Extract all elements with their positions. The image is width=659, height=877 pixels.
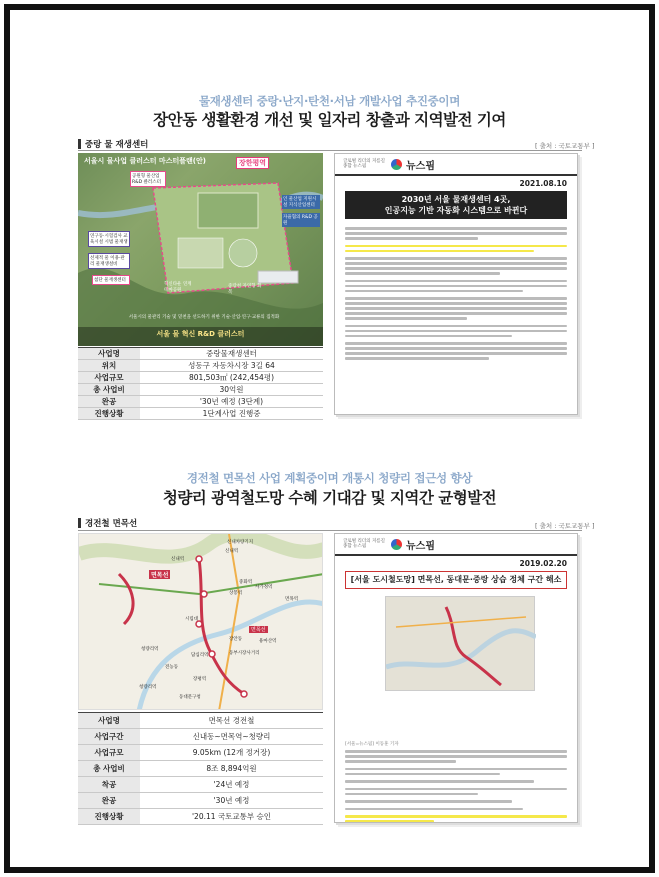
table-row: 완공 '30년 예정 — [78, 793, 323, 809]
news-tagline: 글로벌 리더의 지름길 종합 뉴스핌 — [343, 538, 385, 549]
callout-stream: 중랑천 자연형 회복 — [228, 284, 262, 295]
newspim-logo-icon — [391, 159, 402, 170]
table-row: 완공 '30년 예정 (3단계) — [78, 396, 323, 408]
news-brand-name: 뉴스핌 — [406, 540, 435, 552]
map-station-label: 장평역 — [193, 677, 207, 682]
map-station-label: 답십리역 — [191, 653, 209, 658]
section2-subtitle: 경전철 면목선 사업 계획중이며 개통시 청량리 접근성 향상 — [186, 471, 473, 485]
line-label-badge: 면목선 — [151, 572, 169, 579]
label-bar — [78, 139, 81, 149]
map-station-label: 장안동 — [229, 637, 243, 642]
callout-rnd: 공원형 물산업 R&D 클러스터 — [130, 171, 166, 187]
callout-rnd-park: 자율협의 R&D 공원 — [282, 213, 320, 227]
map-station-label: 신내역 — [225, 549, 239, 554]
map-station-label: 사가정역 — [255, 585, 273, 590]
label-bar — [78, 518, 81, 528]
table-row: 사업규모 9.05km (12개 정거장) — [78, 745, 323, 761]
news-tagline: 글로벌 리더의 지름길 종합 뉴스핌 — [343, 158, 385, 169]
map-station-label: 상봉역 — [229, 591, 243, 596]
news-brand-name: 뉴스핌 — [406, 160, 435, 172]
section2-label-text: 경전철 면목선 — [85, 519, 138, 529]
table-row: 사업명 중랑물재생센터 — [78, 348, 323, 360]
news-clipping-2 — [334, 533, 578, 823]
news-header — [335, 154, 577, 176]
section1-info-table — [78, 347, 323, 420]
section1-label-text: 중랑 물 재생센터 — [85, 140, 149, 150]
news-date: 2019.02.20 — [519, 559, 567, 568]
section2-source: [ 출처 : 국토교통부 ] — [535, 522, 595, 530]
callout-facility: 선제적 물 이용·관리 물재생설비 — [88, 253, 130, 269]
news-brand — [343, 157, 435, 172]
callout-station: 장한평역 — [236, 157, 269, 169]
table-row: 총 사업비 30억원 — [78, 384, 323, 396]
route-map-illustration — [79, 534, 323, 710]
section1-subtitle: 물재생센터 중랑·난지·탄천·서남 개발사업 추진중이며 — [198, 94, 461, 108]
map-station-label: 동대문구청 — [179, 695, 201, 700]
table-row: 총 사업비 8조 8,894억원 — [78, 761, 323, 777]
section2-title: 청량리 광역철도망 수혜 기대감 및 지역간 균형발전 — [162, 489, 497, 507]
table-row: 사업규모 801,503㎡ (242,454평) — [78, 372, 323, 384]
callout-center: 첨단 물재생센터 — [92, 275, 130, 285]
map-station-label: 면목역 — [285, 597, 299, 602]
cluster-masterplan-image — [78, 153, 323, 346]
masterplan-bottom-caption: 서울시의 물관리 기술 및 밑천을 선도하기 위한 기술·산업·연구·교류의 집적화 — [128, 315, 280, 320]
map-line-badge: 면목선 — [251, 627, 266, 633]
callout-support: 인 물산업 지원시설 지식산업센터 — [282, 195, 320, 209]
table-row: 위치 성동구 자동차시장 3길 64 — [78, 360, 323, 372]
masterplan-banner: 서울 물 혁신 R&D 클러스터 — [156, 330, 245, 338]
news-clipping-1 — [334, 153, 578, 415]
news-body — [345, 227, 567, 240]
section2-info-table — [78, 712, 323, 825]
table-row: 진행상황 1단계사업 진행중 — [78, 408, 323, 420]
callout-park: 혁신타운 연계 테마공원 — [164, 282, 192, 293]
news-headline: [서울 도시철도망] 면목선, 동대문·중랑 상습 정체 구간 해소 — [345, 571, 567, 589]
news-map-illustration — [386, 597, 536, 692]
section1-title: 장안동 생활환경 개선 및 일자리 창출과 지역발전 기여 — [153, 111, 506, 129]
section1-rule — [78, 150, 582, 151]
map-station-label: 시립대 — [185, 617, 199, 622]
section1-label — [78, 138, 148, 150]
myeonmok-line-map — [78, 533, 323, 710]
news-date: 2021.08.10 — [519, 179, 567, 188]
map-station-label: 청량리역 — [141, 647, 159, 652]
news-byline: [서울=뉴스핌] 이동훈 기자 — [345, 742, 399, 747]
table-row: 진행상황 '20.11 국토교통부 승인 — [78, 809, 323, 825]
news-headline: 2030년 서울 물재생센터 4곳, 인공지능 기반 자동화 시스템으로 바뀐다 — [345, 191, 567, 219]
masterplan-caption: 서울시 물사업 클러스터 마스터플랜(안) — [84, 157, 206, 165]
table-row: 착공 '24년 예정 — [78, 777, 323, 793]
map-station-label: 용마산역 — [259, 639, 277, 644]
callout-research: 연구동·시험검사 교육시설 시범 물재생 — [88, 231, 130, 247]
news-brand — [343, 537, 435, 552]
section2-rule — [78, 530, 582, 531]
newspim-logo-icon — [391, 539, 402, 550]
table-row: 사업구간 신내동~면목역~청량리 — [78, 729, 323, 745]
table-row: 사업명 면목선 경전철 — [78, 713, 323, 729]
map-station-label: 청량리역 — [139, 685, 157, 690]
map-station-label: 중화역 — [239, 580, 253, 585]
news-route-map — [385, 596, 535, 691]
map-station-label: 동부시장사거리 — [229, 651, 260, 656]
section1-source: [ 출처 : 국토교통부 ] — [535, 142, 595, 150]
section2-label — [78, 517, 137, 529]
map-station-label: 신내차량기지 — [227, 540, 254, 545]
news-header — [335, 534, 577, 556]
map-station-label: 전농동 — [165, 665, 179, 670]
map-station-label: 신내역 — [171, 557, 185, 562]
